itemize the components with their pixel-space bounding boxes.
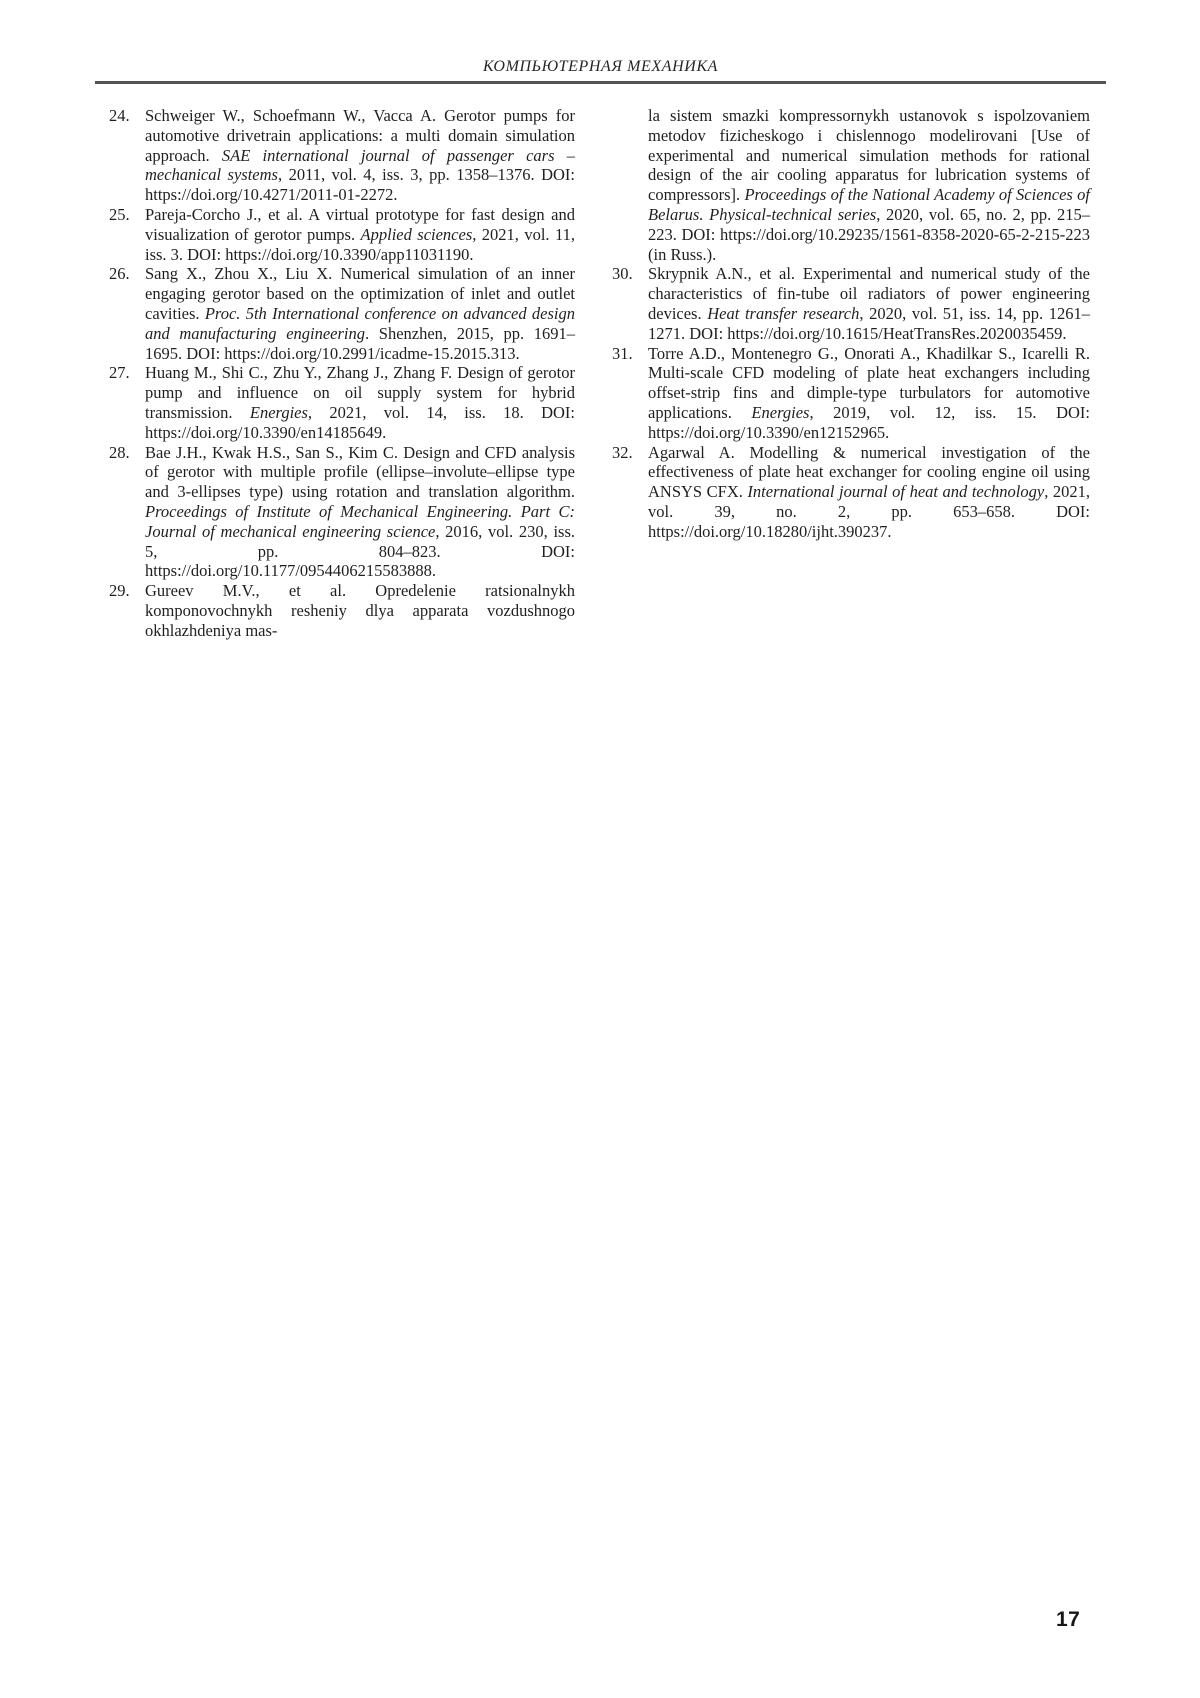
reference-source-title: Proceedings of the National Academy of Sciences of Belarus. Physical-technical series bbox=[648, 185, 1090, 224]
reference-item bbox=[612, 443, 1090, 542]
reference-text: , 2020, vol. 51, iss. 14, pp. 1261–1271. DOI: https://doi.org/10.1615/HeatTransRes.2020035459. bbox=[648, 303, 1090, 343]
references-left-column bbox=[109, 106, 575, 641]
reference-text: , 2016, vol. 230, iss. 5, pp. 804–823. DOI: https://doi.org/10.1177/0954406215583888. bbox=[145, 521, 575, 581]
reference-source-title: Energies bbox=[751, 402, 810, 422]
references-section bbox=[109, 106, 1090, 641]
reference-text: , 2021, vol. 14, iss. 18. DOI: https://doi.org/10.3390/en14185649. bbox=[145, 402, 576, 442]
reference-text: , 2021, vol. 11, iss. 3. DOI: https://doi.org/10.3390/app11031190. bbox=[145, 224, 575, 264]
references-right-column bbox=[612, 106, 1090, 641]
page-number: 17 bbox=[1056, 1608, 1081, 1631]
reference-number: 32. bbox=[612, 442, 633, 462]
reference-item bbox=[109, 106, 575, 205]
reference-text: Bae J.H., Kwak H.S., San S., Kim C. Design and CFD analysis of gerotor with multiple profile (ellipse–involute–ellipse type and 3-ellipses type) using rotation and translation algorithm. bbox=[145, 442, 575, 502]
reference-text: Huang M., Shi C., Zhu Y., Zhang J., Zhang F. Design of gerotor pump and influence on oil supply system for hybrid transmission. bbox=[145, 363, 575, 422]
reference-item bbox=[109, 443, 575, 582]
reference-item bbox=[109, 363, 575, 442]
reference-number: 31. bbox=[612, 343, 633, 363]
reference-text: , 2020, vol. 65, no. 2, pp. 215–223. DOI: https://doi.org/10.29235/1561-8358-2020-65-2-215-223 (in Russ.). bbox=[648, 204, 1090, 264]
reference-text: Skrypnik A.N., et al. Experimental and numerical study of the characteristics of fin-tube oil radiators of power engineering devices. bbox=[648, 264, 1090, 323]
reference-source-title: Proceedings of Institute of Mechanical Engineering. Part C: Journal of mechanical engineering science bbox=[145, 501, 575, 541]
reference-item bbox=[612, 264, 1090, 343]
reference-text: Gureev M.V., et al. Opredelenie ratsionalnykh komponovochnykh resheniy dlya apparata vozdushnogo okhlazhdeniya mas- bbox=[145, 581, 575, 640]
reference-item bbox=[109, 264, 575, 363]
reference-number: 30. bbox=[612, 264, 633, 284]
reference-number: 24. bbox=[109, 106, 130, 125]
reference-text: Sang X., Zhou X., Liu X. Numerical simulation of an inner engaging gerotor based on the optimization of inlet and outlet cavities. bbox=[145, 264, 575, 323]
reference-source-title: Heat transfer research bbox=[707, 303, 860, 323]
running-head bbox=[95, 57, 1106, 84]
reference-number: 28. bbox=[109, 442, 130, 462]
reference-text: , 2021, vol. 39, no. 2, pp. 653–658. DOI: https://doi.org/10.18280/ijht.390237. bbox=[648, 482, 1090, 541]
reference-source-title: SAE international journal of passenger cars – mechanical systems bbox=[145, 145, 575, 185]
reference-source-title: Energies bbox=[249, 402, 308, 422]
reference-item bbox=[612, 344, 1090, 443]
journal-section-title: КОМПЬЮТЕРНАЯ МЕХАНИКА bbox=[482, 58, 719, 75]
reference-source-title: Applied sciences bbox=[360, 224, 473, 244]
reference-text: Pareja-Corcho J., et al. A virtual prototype for fast design and visualization of gerotor pumps. bbox=[145, 204, 575, 244]
reference-item bbox=[109, 581, 575, 640]
reference-number: 27. bbox=[109, 363, 130, 383]
reference-text: Agarwal A. Modelling & numerical investigation of the effectiveness of plate heat exchanger for cooling engine oil using ANSYS CFX. bbox=[648, 442, 1090, 502]
reference-text: , 2019, vol. 12, iss. 15. DOI: https://doi.org/10.3390/en12152965. bbox=[648, 402, 1091, 442]
reference-text: Schweiger W., Schoefmann W., Vacca A. Gerotor pumps for automotive drivetrain applications: a multi domain simulation approach. bbox=[145, 106, 575, 165]
reference-source-title: Proc. 5th International conference on advanced design and manufacturing engineering bbox=[145, 303, 575, 343]
reference-text: la sistem smazki kompressornykh ustanovok s ispolzovaniem metodov fizicheskogo i chislennogo modelirovani [Use of experimental and numerical simulation methods for rational design of the air cooling apparatus for lubrication systems of compressors]. bbox=[648, 106, 1090, 205]
reference-text: , 2011, vol. 4, iss. 3, pp. 1358–1376. DOI: https://doi.org/10.4271/2011-01-2272. bbox=[145, 165, 575, 205]
reference-number: 25. bbox=[109, 204, 130, 224]
reference-continuation bbox=[612, 106, 1090, 264]
reference-text: Torre A.D., Montenegro G., Onorati A., Khadilkar S., Icarelli R. Multi-scale CFD modeling of plate heat exchangers including offset-strip fins and dimple-type turbulators for automotive applications. bbox=[648, 343, 1090, 422]
reference-number: 26. bbox=[109, 264, 130, 284]
reference-source-title: International journal of heat and technology bbox=[747, 482, 1045, 502]
reference-item bbox=[109, 205, 575, 264]
reference-text: . Shenzhen, 2015, pp. 1691–1695. DOI: https://doi.org/10.2991/icadme-15.2015.313. bbox=[145, 323, 575, 363]
header-rule bbox=[95, 81, 1106, 84]
reference-number: 29. bbox=[109, 581, 130, 601]
